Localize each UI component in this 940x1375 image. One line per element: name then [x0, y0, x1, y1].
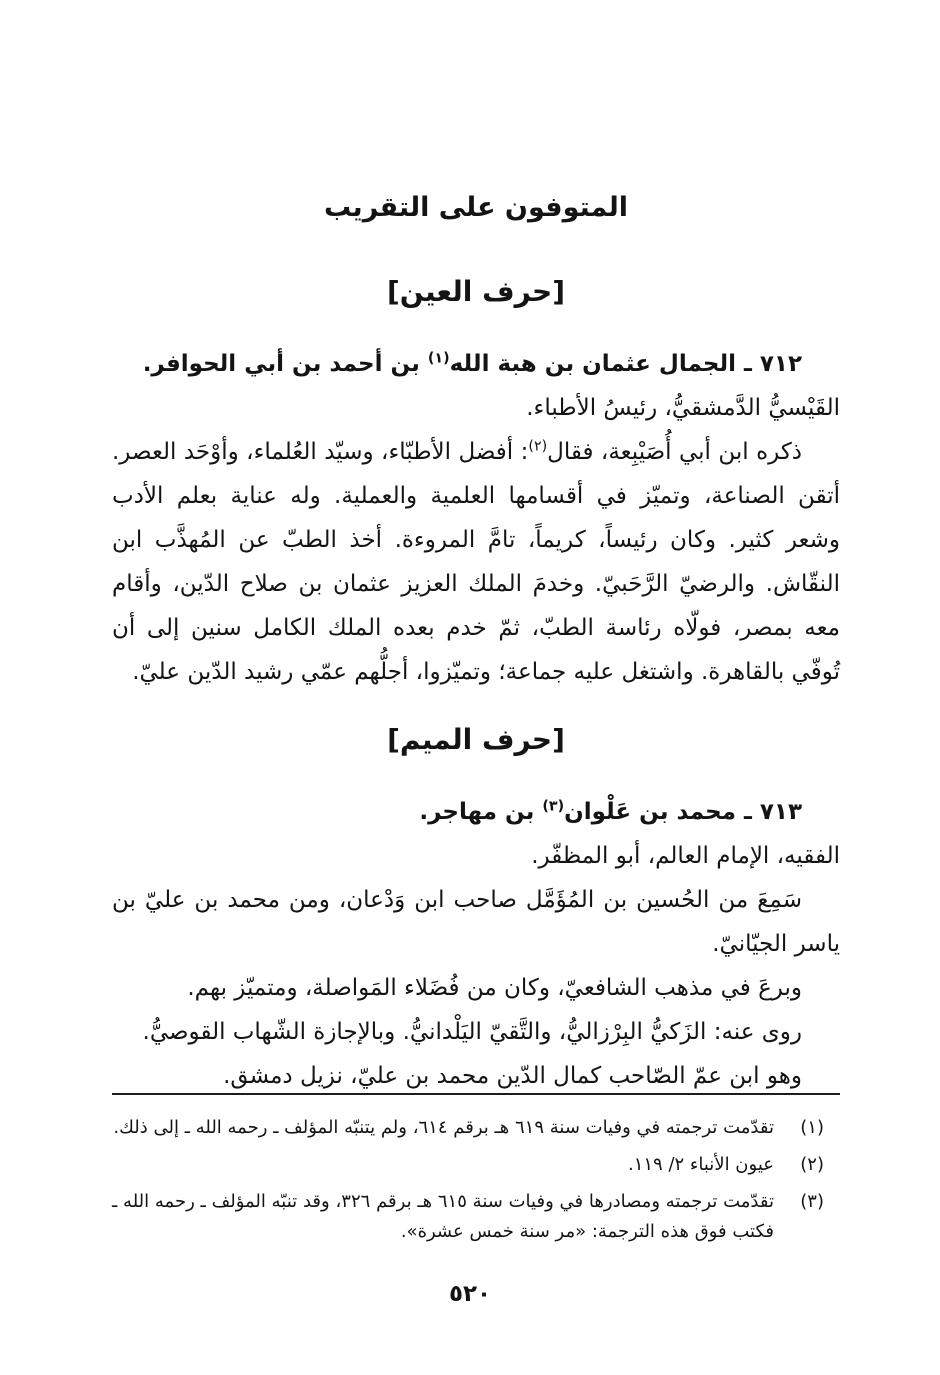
- paragraph-text-pre: ذكره ابن أبي أُصَيْبِعة، فقال: [547, 439, 803, 465]
- paragraph: [112, 430, 840, 694]
- section-heading-mim: [حرف الميم]: [387, 723, 565, 756]
- page-number: ٥٢٠: [448, 1281, 492, 1307]
- footnote-number: (٢): [800, 1154, 824, 1175]
- footnote-number: (٣): [800, 1191, 824, 1212]
- paragraph: وهو ابن عمّ الصّاحب كمال الدّين محمد بن عليّ، نزيل دمشق.: [223, 1063, 802, 1089]
- footnote-text: عيون الأنباء ٢/ ١١٩.: [627, 1154, 774, 1175]
- entry-712-name-post: بن أحمد بن أبي الحوافر.: [142, 351, 428, 377]
- footnote-number: (١): [800, 1117, 824, 1138]
- paragraph: سَمِعَ من الحُسين بن المُؤَمَّل صاحب ابن وَدْعان، ومن محمد بن عليّ بن ياسر الجيّانيّ.: [112, 887, 840, 957]
- footnote-item: [112, 1150, 840, 1180]
- footnote-ref-3: (٣): [542, 798, 565, 815]
- entry-713-heading: [112, 790, 840, 834]
- entry-713-name-pre: ٧١٣ ـ محمد بن عَلْوان: [564, 799, 802, 825]
- paragraph: القَيْسيُّ الدَّمشقيُّ، رئيسُ الأطباء.: [526, 395, 840, 421]
- entry-712-heading: [112, 342, 840, 386]
- paragraph: وبرعَ في مذهب الشافعيّ، وكان من فُضَلاء المَواصلة، ومتميّز بهم.: [187, 975, 802, 1001]
- footnote-ref-2: (٢): [528, 438, 548, 455]
- footnotes: [112, 1093, 840, 1254]
- footnote-item: [112, 1113, 840, 1143]
- footnote-item: [112, 1187, 840, 1247]
- paragraph: الفقيه، الإمام العالم، أبو المظفّر.: [531, 843, 840, 869]
- footnote-divider: [112, 1093, 840, 1095]
- footnote-text: تقدّمت ترجمته ومصادرها في وفيات سنة ٦١٥ هـ برقم ٣٢٦، وقد تنبّه المؤلف ـ رحمه الله ـ فكتب فوق هذه الترجمة: «مر سنة خمس عشرة».: [112, 1191, 774, 1242]
- paragraph: روى عنه: الزَكيُّ البِرْزاليُّ، والتَّقيّ اليَلْدانيُّ. وبالإجازة الشّهاب القوصيُّ.: [142, 1019, 802, 1045]
- footnote-text: تقدّمت ترجمته في وفيات سنة ٦١٩ هـ برقم ٦١٤، ولم يتنبّه المؤلف ـ رحمه الله ـ إلى ذلك.: [113, 1117, 774, 1138]
- section-heading-ain: [حرف العين]: [386, 275, 565, 308]
- page-content: [112, 0, 840, 1098]
- page-title: المتوفون على التقريب: [323, 192, 629, 223]
- entry-712-name-pre: ٧١٢ ـ الجمال عثمان بن هبة الله: [449, 351, 802, 377]
- entry-713-name-post: بن مهاجر.: [419, 799, 543, 825]
- paragraph-text-post: : أفضل الأطبّاء، وسيّد العُلماء، وأوْحَد العصر. أتقن الصناعة، وتميّز في أقسامها العلمية والعملية. وله عناية بعلم الأدب وشعر كثير. وكان رئيساً، كريماً، تامَّ المروءة. أخذ الطبّ عن المُهذَّب ابن النقّاش. والرضيّ الرَّحَبيّ. وخدمَ الملك العزيز عثمان بن صلاح الدّين، وأقام معه بمصر، فولّاه رئاسة الطبّ، ثمّ خدم بعده الملك الكامل سنين إلى أن تُوفّي بالقاهرة. واشتغل عليه جماعة؛ وتميّزوا، أجلُّهم عمّي رشيد الدّين عليّ.: [112, 439, 840, 685]
- footnote-ref-1: (١): [427, 350, 450, 367]
